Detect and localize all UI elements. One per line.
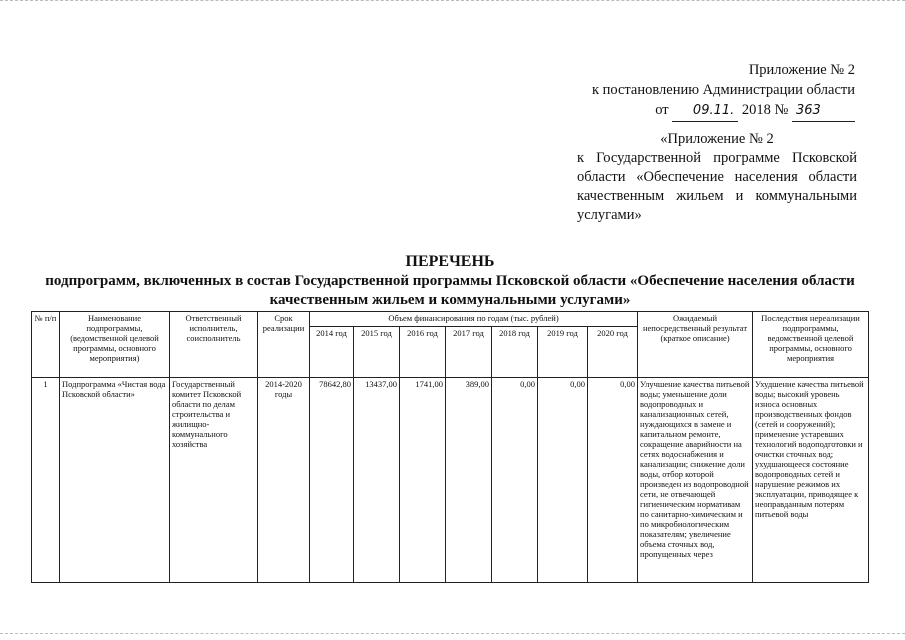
row-value: 78642,80 — [310, 378, 354, 583]
header-term: Срок реализации — [258, 312, 310, 378]
header-year: 2018 год — [492, 327, 538, 378]
handwritten-number: 363 — [792, 101, 855, 122]
row-executor: Государственный комитет Псковской области по делам строительства и жилищно-коммунального хозяйства — [170, 378, 258, 583]
subprograms-table — [31, 311, 869, 583]
appendix-number: Приложение № 2 — [748, 62, 855, 78]
row-value: 389,00 — [446, 378, 492, 583]
row-value: 13437,00 — [354, 378, 400, 583]
header-result: Ожидаемый непосредственный результат (краткое описание) — [638, 312, 753, 378]
header-year: 2017 год — [446, 327, 492, 378]
row-value: 0,00 — [588, 378, 638, 583]
row-no: 1 — [32, 378, 60, 583]
header-year: 2020 год — [588, 327, 638, 378]
header-name: Наименование подпрограммы, (ведомственной целевой программы, основного мероприятия) — [60, 312, 170, 378]
header-year: 2016 год — [400, 327, 446, 378]
row-term: 2014-2020 годы — [258, 378, 310, 583]
scan-bottom-edge — [0, 633, 905, 639]
header-executor: Ответственный исполнитель, соисполнитель — [170, 312, 258, 378]
handwritten-date: 09.11. — [672, 101, 738, 122]
program-appendix-body: к Государственной программе Псковской области «Обеспечение населения области качественным жильем и коммунальными услугами» — [577, 150, 857, 223]
scan-top-edge — [0, 0, 905, 6]
row-value: 1741,00 — [400, 378, 446, 583]
title-heading: ПЕРЕЧЕНЬ — [405, 253, 495, 270]
appendix-date-line: от 09.11. 2018 № 363 — [540, 100, 855, 122]
header-year: 2014 год — [310, 327, 354, 378]
header-funding: Объем финансирования по годам (тыс. рублей) — [310, 312, 638, 327]
title-subheading: подпрограмм, включенных в состав Государственной программы Псковской области «Обеспечение населения области качественным жильем и коммунальными услугами» — [45, 273, 855, 308]
header-consequences: Последствия нереализации подпрограммы, ведомственной целевой программы, основного мероприятия — [753, 312, 869, 378]
row-result: Улучшение качества питьевой воды; уменьшение доли водопроводных и канализационных сетей, нуждающихся в замене и капитальном ремонте, сокращение аварийности на сетях водоснабжения и канализации; снижение доли воды, отбор которой произведен из водопроводной сети, не отвечающей гигиеническим нормативам по санитарно-химическим и по микробиологическим показателям; увеличение объема сточных вод, пропущенных через — [638, 378, 753, 583]
row-value: 0,00 — [538, 378, 588, 583]
table-row — [32, 378, 869, 583]
appendix-header — [540, 60, 855, 122]
table-header-row — [32, 312, 869, 327]
row-value: 0,00 — [492, 378, 538, 583]
row-consequences: Ухудшение качества питьевой воды; высокий уровень износа основных производственных фондов (сетей и сооружений); применение устаревших технологий водоподготовки и очистки сточных вод; ухудшающееся состояние водопроводных сетей и нарушение режимов их эксплуатации, приводящее к неоправданным потерям питьевой воды — [753, 378, 869, 583]
header-no: № п/п — [32, 312, 60, 378]
header-year: 2015 год — [354, 327, 400, 378]
header-year: 2019 год — [538, 327, 588, 378]
program-appendix — [577, 130, 857, 225]
appendix-resolution: к постановлению Администрации области — [591, 82, 855, 98]
row-name: Подпрограмма «Чистая вода Псковской области» — [60, 378, 170, 583]
document-title — [40, 252, 860, 310]
program-appendix-number: «Приложение № 2 — [660, 131, 774, 147]
